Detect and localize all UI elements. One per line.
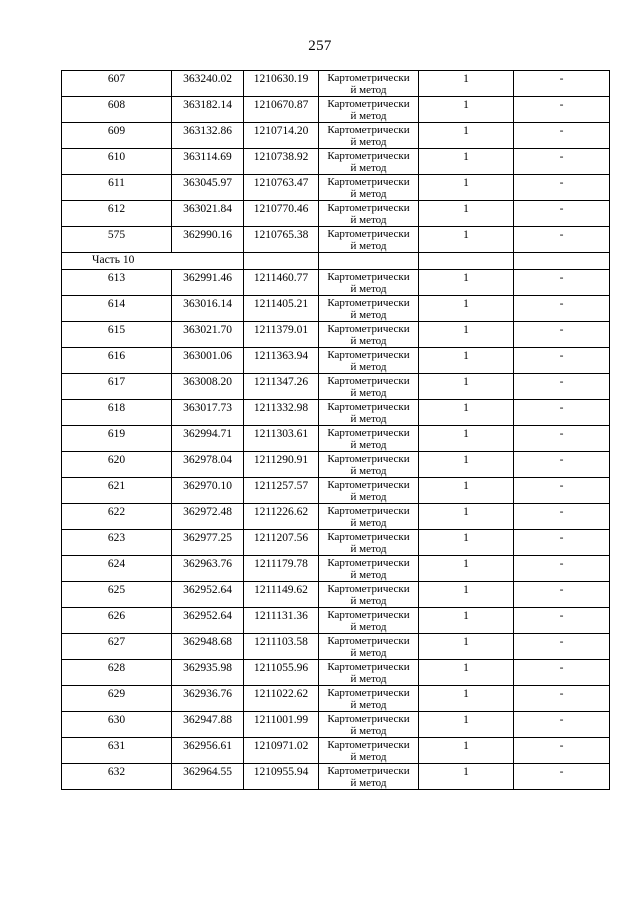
empty-cell <box>419 253 514 270</box>
count-cell: 1 <box>419 322 514 348</box>
method-cell <box>319 348 419 374</box>
count-cell: 1 <box>419 270 514 296</box>
method-text-line1: Картометрически <box>327 176 410 188</box>
dash-cell: - <box>514 686 610 712</box>
empty-cell <box>319 253 419 270</box>
count-cell: 1 <box>419 227 514 253</box>
count-cell: 1 <box>419 608 514 634</box>
page-number: 257 <box>308 38 332 54</box>
dash-cell: - <box>514 764 610 790</box>
point-number-cell: 622 <box>62 504 172 530</box>
y-coordinate-cell: 1211226.62 <box>244 504 319 530</box>
y-coordinate-cell: 1210763.47 <box>244 175 319 201</box>
dash-cell: - <box>514 149 610 175</box>
table-row <box>62 71 610 97</box>
table-row <box>62 201 610 227</box>
method-text-line2: й метод <box>350 413 387 425</box>
method-cell <box>319 71 419 97</box>
method-cell <box>319 530 419 556</box>
method-text-line2: й метод <box>350 110 387 122</box>
dash-cell: - <box>514 227 610 253</box>
count-cell: 1 <box>419 504 514 530</box>
method-text-line2: й метод <box>350 361 387 373</box>
y-coordinate-cell: 1211149.62 <box>244 582 319 608</box>
method-text-line1: Картометрически <box>327 479 410 491</box>
table-row <box>62 530 610 556</box>
count-cell: 1 <box>419 686 514 712</box>
table-row <box>62 478 610 504</box>
method-cell <box>319 322 419 348</box>
y-coordinate-cell: 1211055.96 <box>244 660 319 686</box>
count-cell: 1 <box>419 123 514 149</box>
y-coordinate-cell: 1211131.36 <box>244 608 319 634</box>
dash-cell: - <box>514 660 610 686</box>
dash-cell: - <box>514 556 610 582</box>
method-text-line1: Картометрически <box>327 661 410 673</box>
method-text-line1: Картометрически <box>327 765 410 777</box>
x-coordinate-cell: 362935.98 <box>172 660 244 686</box>
point-number-cell: 607 <box>62 71 172 97</box>
method-text-line1: Картометрически <box>327 323 410 335</box>
point-number-cell: 612 <box>62 201 172 227</box>
x-coordinate-cell: 362970.10 <box>172 478 244 504</box>
y-coordinate-cell: 1211347.26 <box>244 374 319 400</box>
point-number-cell: 624 <box>62 556 172 582</box>
count-cell: 1 <box>419 582 514 608</box>
method-text-line1: Картометрически <box>327 635 410 647</box>
method-cell <box>319 608 419 634</box>
x-coordinate-cell: 363114.69 <box>172 149 244 175</box>
method-text-line2: й метод <box>350 647 387 659</box>
x-coordinate-cell: 363021.70 <box>172 322 244 348</box>
method-cell <box>319 556 419 582</box>
y-coordinate-cell: 1210765.38 <box>244 227 319 253</box>
point-number-cell: 615 <box>62 322 172 348</box>
dash-cell: - <box>514 634 610 660</box>
point-number-cell: 609 <box>62 123 172 149</box>
point-number-cell: 625 <box>62 582 172 608</box>
method-text-line2: й метод <box>350 595 387 607</box>
method-cell <box>319 582 419 608</box>
x-coordinate-cell: 362952.64 <box>172 608 244 634</box>
count-cell: 1 <box>419 374 514 400</box>
method-text-line2: й метод <box>350 673 387 685</box>
dash-cell: - <box>514 712 610 738</box>
table-row <box>62 175 610 201</box>
method-text-line1: Картометрически <box>327 297 410 309</box>
method-text-line2: й метод <box>350 387 387 399</box>
method-text-line1: Картометрически <box>327 72 410 84</box>
coordinates-table-body <box>62 71 610 790</box>
dash-cell: - <box>514 374 610 400</box>
table-row <box>62 738 610 764</box>
table-row <box>62 227 610 253</box>
point-number-cell: 619 <box>62 426 172 452</box>
table-row <box>62 556 610 582</box>
count-cell: 1 <box>419 712 514 738</box>
method-cell <box>319 738 419 764</box>
table-row <box>62 322 610 348</box>
y-coordinate-cell: 1211332.98 <box>244 400 319 426</box>
method-cell <box>319 374 419 400</box>
table-row <box>62 712 610 738</box>
y-coordinate-cell: 1210955.94 <box>244 764 319 790</box>
x-coordinate-cell: 363017.73 <box>172 400 244 426</box>
x-coordinate-cell: 362978.04 <box>172 452 244 478</box>
method-text-line2: й метод <box>350 309 387 321</box>
point-number-cell: 630 <box>62 712 172 738</box>
dash-cell: - <box>514 582 610 608</box>
table-row <box>62 149 610 175</box>
method-text-line1: Картометрически <box>327 687 410 699</box>
y-coordinate-cell: 1211290.91 <box>244 452 319 478</box>
x-coordinate-cell: 363182.14 <box>172 97 244 123</box>
method-text-line2: й метод <box>350 569 387 581</box>
point-number-cell: 608 <box>62 97 172 123</box>
count-cell: 1 <box>419 738 514 764</box>
point-number-cell: 632 <box>62 764 172 790</box>
method-text-line2: й метод <box>350 162 387 174</box>
method-text-line2: й метод <box>350 491 387 503</box>
method-text-line2: й метод <box>350 777 387 789</box>
x-coordinate-cell: 363008.20 <box>172 374 244 400</box>
method-cell <box>319 686 419 712</box>
method-text-line1: Картометрически <box>327 98 410 110</box>
y-coordinate-cell: 1210770.46 <box>244 201 319 227</box>
count-cell: 1 <box>419 556 514 582</box>
table-row <box>62 660 610 686</box>
table-row <box>62 608 610 634</box>
x-coordinate-cell: 362948.68 <box>172 634 244 660</box>
method-text-line2: й метод <box>350 465 387 477</box>
count-cell: 1 <box>419 97 514 123</box>
y-coordinate-cell: 1211022.62 <box>244 686 319 712</box>
method-text-line1: Картометрически <box>327 557 410 569</box>
count-cell: 1 <box>419 530 514 556</box>
count-cell: 1 <box>419 452 514 478</box>
dash-cell: - <box>514 322 610 348</box>
point-number-cell: 575 <box>62 227 172 253</box>
point-number-cell: 618 <box>62 400 172 426</box>
method-cell <box>319 175 419 201</box>
dash-cell: - <box>514 97 610 123</box>
dash-cell: - <box>514 504 610 530</box>
y-coordinate-cell: 1211103.58 <box>244 634 319 660</box>
method-text-line1: Картометрически <box>327 505 410 517</box>
method-cell <box>319 634 419 660</box>
table-row <box>62 270 610 296</box>
y-coordinate-cell: 1211001.99 <box>244 712 319 738</box>
dash-cell: - <box>514 123 610 149</box>
point-number-cell: 617 <box>62 374 172 400</box>
method-text-line1: Картометрически <box>327 739 410 751</box>
x-coordinate-cell: 362952.64 <box>172 582 244 608</box>
table-row <box>62 348 610 374</box>
x-coordinate-cell: 363045.97 <box>172 175 244 201</box>
point-number-cell: 620 <box>62 452 172 478</box>
y-coordinate-cell: 1210971.02 <box>244 738 319 764</box>
method-cell <box>319 426 419 452</box>
x-coordinate-cell: 362977.25 <box>172 530 244 556</box>
dash-cell: - <box>514 452 610 478</box>
point-number-cell: 623 <box>62 530 172 556</box>
method-text-line2: й метод <box>350 335 387 347</box>
method-cell <box>319 478 419 504</box>
method-text-line1: Картометрически <box>327 124 410 136</box>
method-cell <box>319 504 419 530</box>
point-number-cell: 626 <box>62 608 172 634</box>
point-number-cell: 611 <box>62 175 172 201</box>
point-number-cell: 610 <box>62 149 172 175</box>
method-text-line1: Картометрически <box>327 271 410 283</box>
y-coordinate-cell: 1211379.01 <box>244 322 319 348</box>
method-text-line1: Картометрически <box>327 202 410 214</box>
method-text-line1: Картометрически <box>327 609 410 621</box>
count-cell: 1 <box>419 634 514 660</box>
x-coordinate-cell: 362963.76 <box>172 556 244 582</box>
table-row <box>62 764 610 790</box>
x-coordinate-cell: 363240.02 <box>172 71 244 97</box>
method-text-line1: Картометрически <box>327 427 410 439</box>
dash-cell: - <box>514 270 610 296</box>
table-row <box>62 582 610 608</box>
method-cell <box>319 227 419 253</box>
x-coordinate-cell: 362964.55 <box>172 764 244 790</box>
method-cell <box>319 201 419 227</box>
y-coordinate-cell: 1211207.56 <box>244 530 319 556</box>
method-cell <box>319 270 419 296</box>
point-number-cell: 614 <box>62 296 172 322</box>
y-coordinate-cell: 1211363.94 <box>244 348 319 374</box>
y-coordinate-cell: 1210670.87 <box>244 97 319 123</box>
method-cell <box>319 764 419 790</box>
count-cell: 1 <box>419 478 514 504</box>
empty-cell <box>514 253 610 270</box>
table-row <box>62 452 610 478</box>
count-cell: 1 <box>419 400 514 426</box>
table-row <box>62 634 610 660</box>
method-text-line1: Картометрически <box>327 713 410 725</box>
point-number-cell: 627 <box>62 634 172 660</box>
count-cell: 1 <box>419 296 514 322</box>
point-number-cell: 613 <box>62 270 172 296</box>
method-cell <box>319 712 419 738</box>
method-text-line1: Картометрически <box>327 150 410 162</box>
section-row <box>62 253 610 270</box>
point-number-cell: 629 <box>62 686 172 712</box>
method-cell <box>319 97 419 123</box>
method-text-line1: Картометрически <box>327 531 410 543</box>
table-row <box>62 426 610 452</box>
table-row <box>62 97 610 123</box>
count-cell: 1 <box>419 71 514 97</box>
x-coordinate-cell: 362972.48 <box>172 504 244 530</box>
x-coordinate-cell: 362990.16 <box>172 227 244 253</box>
dash-cell: - <box>514 530 610 556</box>
x-coordinate-cell: 362956.61 <box>172 738 244 764</box>
point-number-cell: 631 <box>62 738 172 764</box>
method-cell <box>319 660 419 686</box>
method-cell <box>319 149 419 175</box>
dash-cell: - <box>514 175 610 201</box>
dash-cell: - <box>514 201 610 227</box>
y-coordinate-cell: 1210630.19 <box>244 71 319 97</box>
coordinates-table <box>61 70 610 790</box>
table-row <box>62 374 610 400</box>
x-coordinate-cell: 363021.84 <box>172 201 244 227</box>
x-coordinate-cell: 362994.71 <box>172 426 244 452</box>
y-coordinate-cell: 1210738.92 <box>244 149 319 175</box>
dash-cell: - <box>514 400 610 426</box>
method-text-line2: й метод <box>350 699 387 711</box>
section-label: Часть 10 <box>62 253 244 270</box>
point-number-cell: 628 <box>62 660 172 686</box>
x-coordinate-cell: 363001.06 <box>172 348 244 374</box>
y-coordinate-cell: 1211460.77 <box>244 270 319 296</box>
y-coordinate-cell: 1211303.61 <box>244 426 319 452</box>
y-coordinate-cell: 1211257.57 <box>244 478 319 504</box>
method-text-line2: й метод <box>350 725 387 737</box>
method-text-line2: й метод <box>350 136 387 148</box>
dash-cell: - <box>514 738 610 764</box>
y-coordinate-cell: 1211405.21 <box>244 296 319 322</box>
method-text-line2: й метод <box>350 543 387 555</box>
method-cell <box>319 123 419 149</box>
empty-cell <box>244 253 319 270</box>
y-coordinate-cell: 1210714.20 <box>244 123 319 149</box>
method-text-line2: й метод <box>350 214 387 226</box>
count-cell: 1 <box>419 764 514 790</box>
x-coordinate-cell: 362991.46 <box>172 270 244 296</box>
method-text-line2: й метод <box>350 621 387 633</box>
method-text-line1: Картометрически <box>327 453 410 465</box>
method-text-line2: й метод <box>350 283 387 295</box>
x-coordinate-cell: 363016.14 <box>172 296 244 322</box>
point-number-cell: 616 <box>62 348 172 374</box>
method-text-line2: й метод <box>350 188 387 200</box>
x-coordinate-cell: 363132.86 <box>172 123 244 149</box>
method-cell <box>319 452 419 478</box>
table-row <box>62 400 610 426</box>
x-coordinate-cell: 362947.88 <box>172 712 244 738</box>
table-row <box>62 686 610 712</box>
count-cell: 1 <box>419 660 514 686</box>
count-cell: 1 <box>419 348 514 374</box>
method-text-line2: й метод <box>350 439 387 451</box>
dash-cell: - <box>514 348 610 374</box>
count-cell: 1 <box>419 149 514 175</box>
count-cell: 1 <box>419 175 514 201</box>
count-cell: 1 <box>419 426 514 452</box>
dash-cell: - <box>514 426 610 452</box>
method-text-line2: й метод <box>350 517 387 529</box>
dash-cell: - <box>514 71 610 97</box>
method-text-line1: Картометрически <box>327 583 410 595</box>
method-text-line1: Картометрически <box>327 401 410 413</box>
method-cell <box>319 400 419 426</box>
table-row <box>62 123 610 149</box>
table-row <box>62 504 610 530</box>
method-text-line1: Картометрически <box>327 375 410 387</box>
method-text-line2: й метод <box>350 751 387 763</box>
method-text-line1: Картометрически <box>327 349 410 361</box>
method-text-line2: й метод <box>350 240 387 252</box>
method-cell <box>319 296 419 322</box>
y-coordinate-cell: 1211179.78 <box>244 556 319 582</box>
table-row <box>62 296 610 322</box>
x-coordinate-cell: 362936.76 <box>172 686 244 712</box>
method-text-line2: й метод <box>350 84 387 96</box>
dash-cell: - <box>514 608 610 634</box>
dash-cell: - <box>514 478 610 504</box>
point-number-cell: 621 <box>62 478 172 504</box>
method-text-line1: Картометрически <box>327 228 410 240</box>
dash-cell: - <box>514 296 610 322</box>
count-cell: 1 <box>419 201 514 227</box>
